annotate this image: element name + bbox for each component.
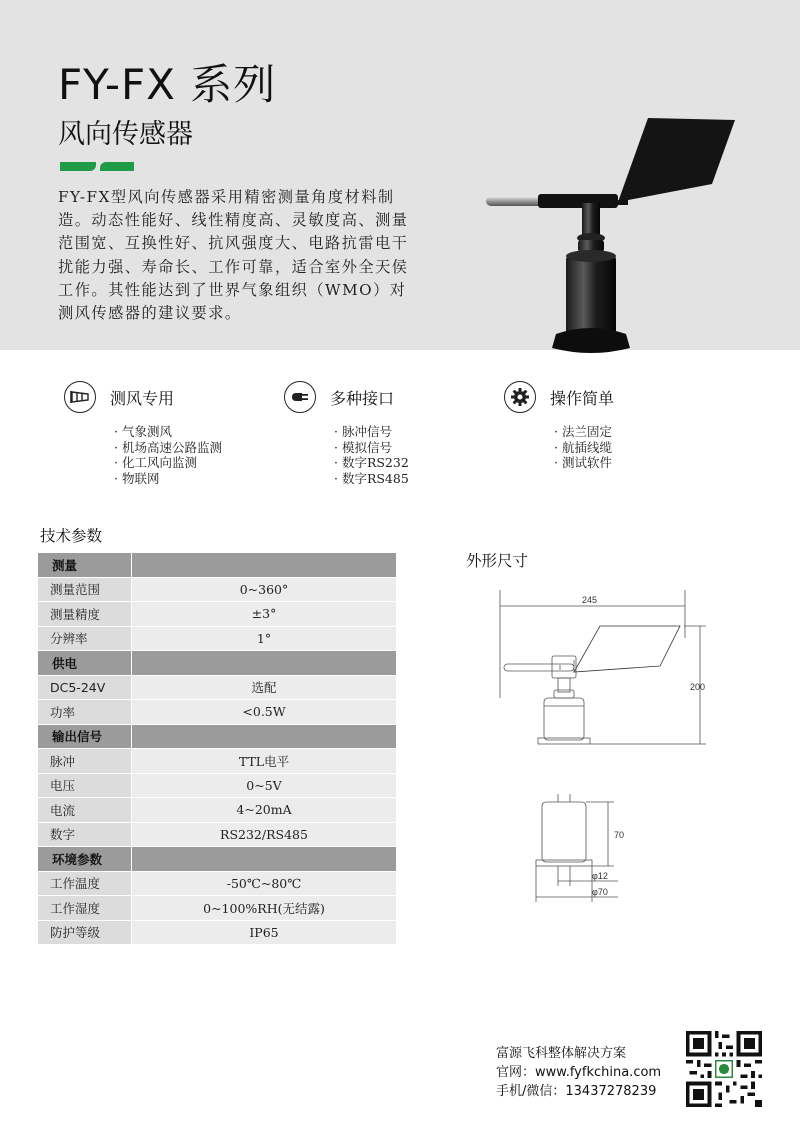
param-name: 测量精度 <box>38 602 132 626</box>
list-item: · 脉冲信号 <box>334 424 484 440</box>
table-row <box>38 896 396 920</box>
width-label: 245 <box>582 595 598 605</box>
list-item: · 物联网 <box>114 471 264 487</box>
param-name: 工作温度 <box>38 872 132 896</box>
feature-interfaces <box>284 380 484 486</box>
section-label: 输出信号 <box>38 725 132 749</box>
param-name: 工作湿度 <box>38 896 132 920</box>
section-row <box>38 651 396 675</box>
feature-title: 多种接口 <box>330 388 395 408</box>
spec-table <box>38 552 396 945</box>
list-item: · 气象测风 <box>114 424 264 440</box>
param-value: 1° <box>132 627 396 651</box>
feature-easy-operation <box>504 380 704 471</box>
param-value: <0.5W <box>132 700 396 724</box>
param-value: TTL电平 <box>132 749 396 773</box>
base-diameter-label: φ70 <box>592 887 608 897</box>
param-value: IP65 <box>132 921 396 945</box>
qr-code[interactable] <box>686 1031 762 1107</box>
param-name: 防护等级 <box>38 921 132 945</box>
param-name: 数字 <box>38 823 132 847</box>
spec-heading: 技术参数 <box>40 527 103 545</box>
feature-wind-measurement <box>64 380 264 486</box>
section-label: 测量 <box>38 553 132 577</box>
table-row <box>38 872 396 896</box>
list-item: · 化工风向监测 <box>114 455 264 471</box>
accent-bar-right <box>100 162 134 171</box>
intro-paragraph: FY-FX型风向传感器采用精密测量角度材料制造。动态性能好、线性精度高、灵敏度高、测量范围宽、互换性好、抗风强度大、电路抗雷电干扰能力强、寿命长、工作可靠，适合室外全天侯工作。其性能达到了世界气象组织（WMO）对测风传感器的建议要求。 <box>58 188 409 323</box>
param-value: -50℃~80℃ <box>132 872 396 896</box>
dimensions-heading: 外形尺寸 <box>466 552 529 570</box>
param-name: 电流 <box>38 798 132 822</box>
company-slogan: 富源飞科整体解决方案 <box>496 1046 627 1061</box>
param-value: 4~20mA <box>132 798 396 822</box>
param-value: RS232/RS485 <box>132 823 396 847</box>
table-row <box>38 700 396 724</box>
section-row <box>38 553 396 577</box>
dimension-drawing <box>490 586 730 916</box>
param-name: 电压 <box>38 774 132 798</box>
param-name: 脉冲 <box>38 749 132 773</box>
table-row <box>38 676 396 700</box>
param-value: 0~5V <box>132 774 396 798</box>
table-row <box>38 921 396 945</box>
feature-title: 操作简单 <box>550 388 615 408</box>
list-item: · 测试软件 <box>554 455 704 471</box>
param-name: 测量范围 <box>38 578 132 602</box>
accent-bar-left <box>60 162 96 171</box>
list-item: · 法兰固定 <box>554 424 704 440</box>
section-row <box>38 847 396 871</box>
table-row <box>38 823 396 847</box>
param-value: 0~360° <box>132 578 396 602</box>
table-row <box>38 602 396 626</box>
param-value: 0~100%RH(无结露) <box>132 896 396 920</box>
table-row <box>38 774 396 798</box>
table-row <box>38 578 396 602</box>
section-row <box>38 725 396 749</box>
feature-title: 测风专用 <box>110 388 175 408</box>
param-value: 选配 <box>132 676 396 700</box>
page-title: FY-FX 系列 <box>58 60 277 109</box>
height-label: 200 <box>690 682 706 692</box>
list-item: · 数字RS485 <box>334 471 484 487</box>
table-row <box>38 798 396 822</box>
list-item: · 机场高速公路监测 <box>114 440 264 456</box>
contact-footer <box>496 1044 661 1101</box>
param-value: ±3° <box>132 602 396 626</box>
phone-number: 手机/微信：13437278239 <box>496 1084 657 1099</box>
param-name: DC5-24V <box>38 676 132 700</box>
table-row <box>38 749 396 773</box>
windsock-icon <box>64 381 96 413</box>
table-row <box>38 627 396 651</box>
page-subtitle: 风向传感器 <box>58 119 193 150</box>
shaft-diameter-label: φ12 <box>592 871 608 881</box>
website-link[interactable]: 官网：www.fyfkchina.com <box>496 1065 662 1080</box>
list-item: · 模拟信号 <box>334 440 484 456</box>
section-label: 供电 <box>38 651 132 675</box>
product-photo <box>480 108 740 370</box>
param-name: 功率 <box>38 700 132 724</box>
base-height-label: 70 <box>614 830 625 840</box>
section-label: 环境参数 <box>38 847 132 871</box>
list-item: · 航插线缆 <box>554 440 704 456</box>
gear-icon <box>504 381 536 413</box>
list-item: · 数字RS232 <box>334 455 484 471</box>
plug-icon <box>284 381 316 413</box>
param-name: 分辨率 <box>38 627 132 651</box>
